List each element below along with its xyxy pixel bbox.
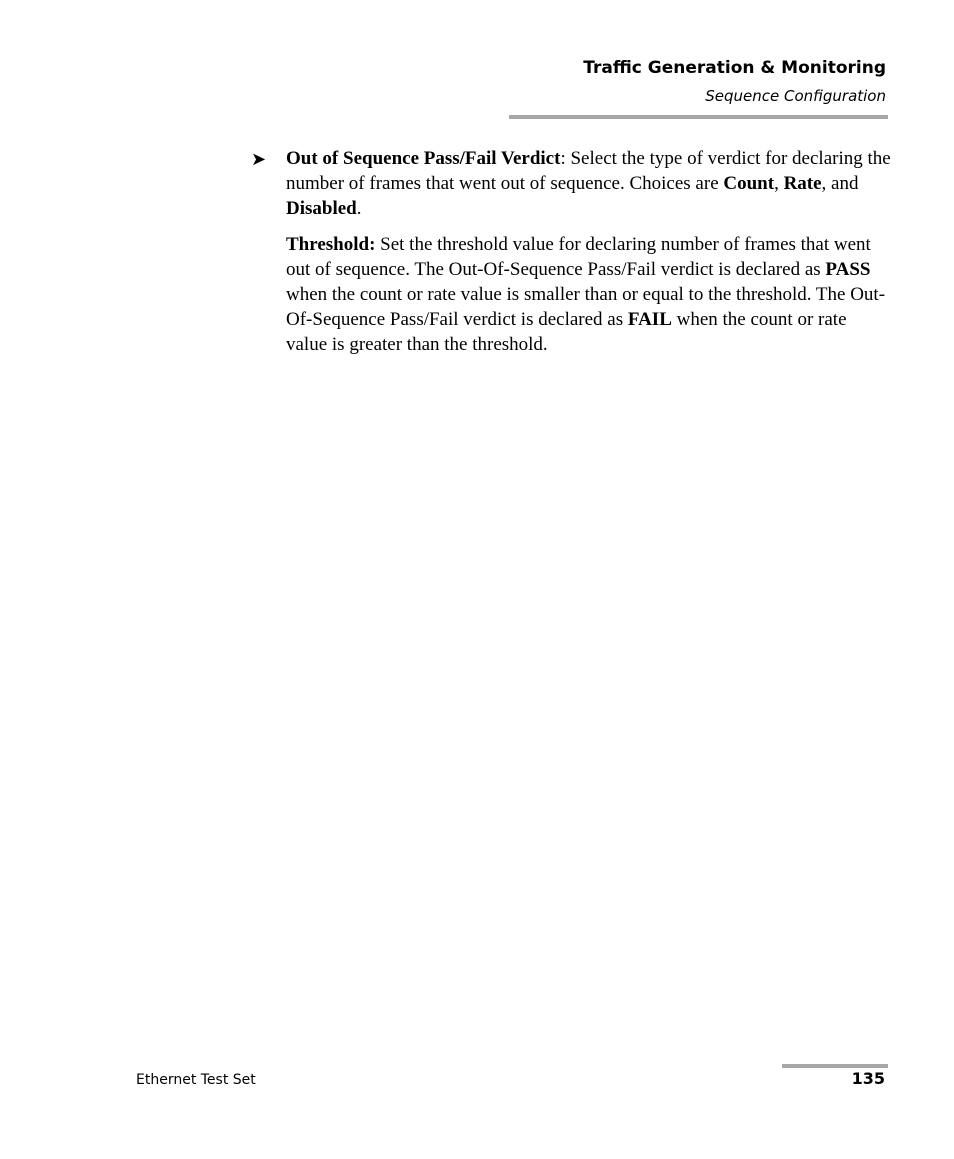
threshold-text: when the count or rate value is smaller than or equal to the threshold. The Out-Of-Sequence Pass/Fail verdict is declared as xyxy=(286,284,886,330)
fail-label: FAIL xyxy=(627,309,672,330)
page-header xyxy=(583,56,886,107)
choice-rate: Rate xyxy=(783,173,822,194)
arrowhead-bullet-icon: ➤ xyxy=(251,149,267,170)
threshold-text: when the count or rate value is greater than the threshold. xyxy=(286,309,847,355)
bullet-text: : Select the type of verdict for declaring the number of frames that went out of sequence. Choices are xyxy=(286,148,891,194)
chapter-title: Traffic Generation & Monitoring xyxy=(583,58,886,78)
bullet-term: Out of Sequence Pass/Fail Verdict xyxy=(286,148,561,169)
threshold-term: Threshold: xyxy=(286,234,376,255)
header-rule xyxy=(509,115,888,119)
footer-doc-title: Ethernet Test Set xyxy=(136,1072,256,1088)
choice-separator: , and xyxy=(821,173,859,194)
choice-separator: , xyxy=(774,173,784,194)
pass-label: PASS xyxy=(825,259,871,280)
page-content xyxy=(251,146,892,357)
choice-count: Count xyxy=(723,173,775,194)
section-title: Sequence Configuration xyxy=(705,87,886,105)
threshold-paragraph xyxy=(286,232,892,357)
bullet-paragraph xyxy=(251,146,892,221)
choice-disabled: Disabled xyxy=(286,198,357,219)
threshold-text: Set the threshold value for declaring number of frames that went out of sequence. The Out-Of-Sequence Pass/Fail verdict is declared as xyxy=(286,234,871,280)
page-number: 135 xyxy=(851,1069,885,1088)
sentence-end: . xyxy=(356,198,362,219)
